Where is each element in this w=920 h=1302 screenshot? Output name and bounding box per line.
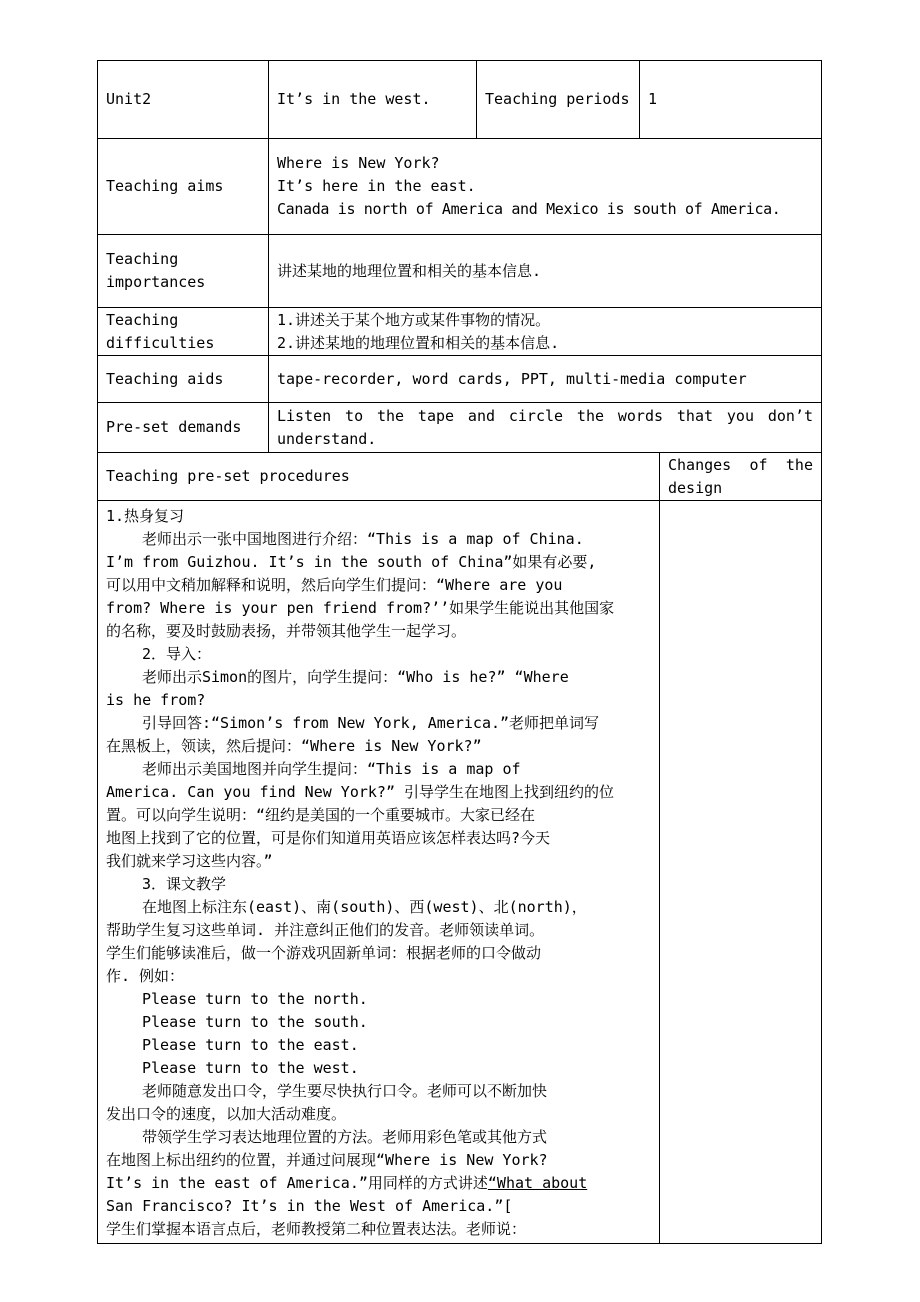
proc-line-24: Please turn to the east. [142, 1036, 359, 1054]
difficulties-row [98, 308, 822, 356]
importances-content: 讲述某地的地理位置和相关的基本信息. [269, 235, 822, 308]
proc-line-29: 在地图上标出纽约的位置，并通过问展现“Where is New York? [106, 1151, 548, 1169]
aids-label: Teaching aids [98, 356, 269, 403]
proc-line-14: 置。可以向学生说明：“纽约是美国的一个重要城市。大家已经在 [106, 806, 536, 824]
procedures-body-row [98, 501, 822, 1244]
demands-line-1: Listen to the tape and circle the words that you don’t [277, 406, 813, 425]
proc-line-28: 带领学生学习表达地理位置的方法。老师用彩色笔或其他方式 [142, 1128, 548, 1146]
periods-label-cell: Teaching periods [477, 61, 640, 139]
proc-line-15: 地图上找到了它的位置，可是你们知道用英语应该怎样表达吗?今天 [106, 829, 551, 847]
lesson-title-cell: It’s in the west. [269, 61, 477, 139]
aims-content [269, 139, 822, 235]
aims-label: Teaching aims [98, 139, 269, 235]
proc-line-4: 可以用中文稍加解释和说明，然后向学生们提问：“Where are you [106, 576, 563, 594]
proc-line-30 [106, 1172, 651, 1195]
aims-line-1: Where is New York? [277, 154, 440, 172]
demands-line-2: understand. [277, 429, 377, 448]
proc-line-31: San Francisco? It’s in the West of America.”[ [106, 1197, 513, 1215]
proc-line-25: Please turn to the west. [142, 1059, 359, 1077]
proc-line-18: 在地图上标注东(east)、南(south)、西(west)、北(north)， [142, 898, 587, 916]
aims-line-2: It’s here in the east. [277, 177, 476, 195]
proc-line-2: 老师出示一张中国地图进行介绍：“This is a map of China. [142, 530, 584, 548]
proc-line-12: 老师出示美国地图并向学生提问：“This is a map of [142, 760, 521, 778]
proc-line-3: I’m from Guizhou. It’s in the south of China”如果有必要, [106, 553, 597, 571]
proc-line-30-main: It’s in the east of America.”用同样的方式讲述 [106, 1174, 488, 1192]
proc-line-7: 2．导入： [142, 645, 212, 663]
lesson-plan-table [97, 60, 822, 1244]
difficulties-label-line-2: difficulties [106, 333, 215, 352]
proc-line-26: 老师随意发出口令，学生要尽快执行口令。老师可以不断加快 [142, 1082, 548, 1100]
proc-line-6: 的名称，要及时鼓励表扬，并带领其他学生一起学习。 [106, 622, 467, 640]
difficulties-content [269, 308, 822, 356]
proc-line-19: 帮助学生复习这些单词. 并注意纠正他们的发音。老师领读单词。 [106, 921, 545, 939]
proc-line-16: 我们就来学习这些内容。” [106, 852, 273, 870]
periods-value-cell: 1 [640, 61, 822, 139]
proc-line-10: 引导回答:“Simon’s from New York, America.”老师把单词写 [142, 714, 600, 732]
procedures-content [98, 501, 660, 1244]
unit-cell: Unit2 [98, 61, 269, 139]
proc-line-13: America. Can you find New York?” 引导学生在地图上找到纽约的位 [106, 783, 615, 801]
changes-content [660, 501, 822, 1244]
proc-line-8: 老师出示Simon的图片，向学生提问：“Who is he?” “Where [142, 668, 569, 686]
proc-line-20: 学生们能够读准后，做一个游戏巩固新单词：根据老师的口令做动 [106, 944, 542, 962]
procedures-label: Teaching pre-set procedures [98, 453, 660, 501]
demands-content [269, 403, 822, 453]
proc-line-27: 发出口令的速度，以加大活动难度。 [106, 1105, 347, 1123]
aids-content: tape-recorder, word cards, PPT, multi-media computer [269, 356, 822, 403]
proc-line-1: 1.热身复习 [106, 507, 185, 525]
aims-row [98, 139, 822, 235]
difficulties-label [98, 308, 269, 356]
aids-row [98, 356, 822, 403]
proc-line-23: Please turn to the south. [142, 1013, 368, 1031]
proc-line-32: 学生们掌握本语言点后，老师教授第二种位置表达法。老师说： [106, 1220, 527, 1238]
proc-line-21: 作. 例如： [106, 967, 185, 985]
proc-line-5: from? Where is your pen friend from?’’如果学生能说出其他国家 [106, 599, 615, 617]
header-row [98, 61, 822, 139]
changes-label [660, 453, 822, 501]
importances-label-line-1: Teaching [106, 250, 179, 268]
importances-label [98, 235, 269, 308]
importances-row [98, 235, 822, 308]
changes-label-line-2: design [668, 478, 723, 497]
importances-label-line-2: importances [106, 273, 206, 291]
lesson-plan-page [97, 60, 821, 1244]
proc-line-9: is he from? [106, 691, 206, 709]
procedures-header-row [98, 453, 822, 501]
proc-line-17: 3．课文教学 [142, 875, 227, 893]
demands-row [98, 403, 822, 453]
proc-line-11: 在黑板上，领读，然后提问：“Where is New York?” [106, 737, 482, 755]
difficulties-line-2: 2.讲述某地的地理位置和相关的基本信息. [277, 333, 560, 352]
proc-line-22: Please turn to the north. [142, 990, 368, 1008]
difficulties-line-1: 1.讲述关于某个地方或某件事物的情况。 [277, 310, 551, 329]
difficulties-label-line-1: Teaching [106, 310, 179, 329]
demands-label: Pre-set demands [98, 403, 269, 453]
changes-label-line-1: Changes of the [668, 455, 813, 474]
proc-line-30-tail: “What about [487, 1174, 588, 1192]
aims-line-3: Canada is north of America and Mexico is south of America. [277, 200, 781, 218]
